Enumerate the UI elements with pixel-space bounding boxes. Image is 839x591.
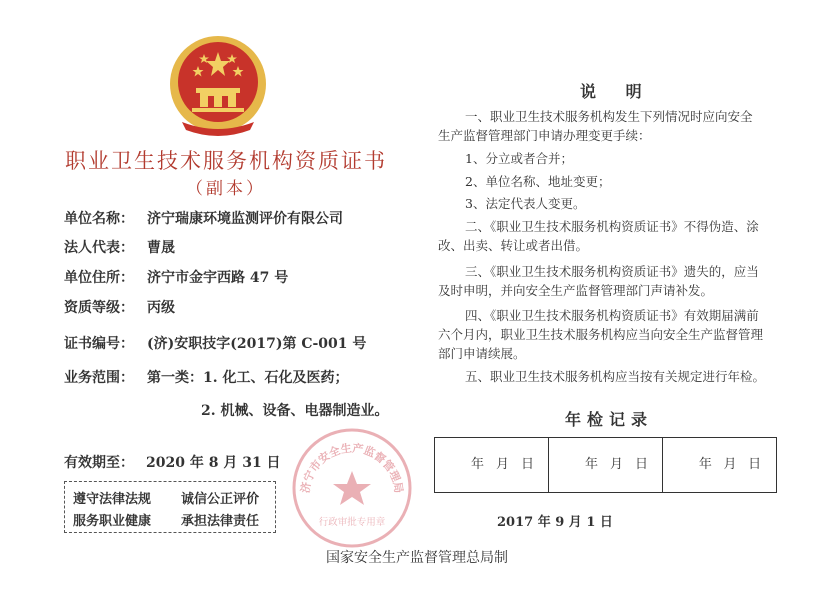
annual-cell xyxy=(663,438,775,492)
scope-line-2: 2. 机械、设备、电器制造业。 xyxy=(201,403,389,419)
legal-rep-label: 法人代表： xyxy=(64,240,134,256)
scope-line-1: 第一类：1. 化工、石化及医药； xyxy=(147,370,349,386)
note-p4-line2: 六个月内，职业卫生技术服务机构应当向安全生产监督管理 xyxy=(438,327,764,342)
valid-until-value: 2020 年 8 月 31 日 xyxy=(146,455,281,471)
grade-label: 资质等级： xyxy=(64,300,134,316)
unit-name-label: 单位名称： xyxy=(64,211,134,227)
unit-name-value: 济宁瑞康环境监测评价有限公司 xyxy=(147,211,343,227)
annual-month: 月 xyxy=(495,456,509,472)
note-p1-line1: 一、职业卫生技术服务机构发生下列情况时应向安全 xyxy=(465,109,753,124)
note-p5-line1: 五、职业卫生技术服务机构应当按有关规定进行年检。 xyxy=(465,369,766,384)
official-seal-icon xyxy=(287,423,417,553)
svg-text:济宁市安全生产监督管理局: 济宁市安全生产监督管理局 xyxy=(298,441,406,495)
motto-box xyxy=(64,481,276,533)
note-p2-line1: 二、《职业卫生技术服务机构资质证书》不得伪造、涂 xyxy=(465,219,759,234)
motto-line-2b: 承担法律责任 xyxy=(181,514,260,529)
note-p1-line2: 生产监督管理部门申请办理变更手续： xyxy=(438,128,651,143)
motto-line-1a: 遵守法律法规 xyxy=(73,492,152,507)
scope-label: 业务范围： xyxy=(64,370,134,386)
annual-year: 年 xyxy=(584,456,598,472)
annual-day: 日 xyxy=(520,456,534,472)
note-item-3: 3、法定代表人变更。 xyxy=(465,196,586,211)
note-p4-line3: 部门申请续展。 xyxy=(438,346,526,361)
note-p2-line2: 改、出卖、转让或者出借。 xyxy=(438,238,589,253)
certificate-title: 职业卫生技术服务机构资质证书 xyxy=(65,149,387,173)
address-value: 济宁市金宇西路 47 号 xyxy=(147,270,289,286)
annual-cell xyxy=(549,438,663,492)
valid-until-label: 有效期至： xyxy=(64,455,134,471)
motto-line-1b: 诚信公正评价 xyxy=(181,492,260,507)
certificate-subtitle: （副本） xyxy=(186,179,266,199)
annual-month: 月 xyxy=(723,456,737,472)
issuer: 国家安全生产监督管理总局制 xyxy=(326,550,508,566)
annual-month: 月 xyxy=(609,456,623,472)
annual-inspection-table xyxy=(434,437,777,493)
annual-year: 年 xyxy=(470,456,484,472)
grade-value: 丙级 xyxy=(147,300,175,316)
motto-line-2a: 服务职业健康 xyxy=(73,514,152,529)
annual-year: 年 xyxy=(698,456,712,472)
issue-date: 2017 年 9 月 1 日 xyxy=(497,515,613,530)
annual-day: 日 xyxy=(748,456,762,472)
legal-rep-value: 曹晟 xyxy=(147,240,175,256)
note-p3-line1: 三、《职业卫生技术服务机构资质证书》遗失的，应当 xyxy=(465,264,759,279)
annual-day: 日 xyxy=(634,456,648,472)
cert-no-value: (济)安职技字(2017)第 C-001 号 xyxy=(147,336,367,352)
note-item-1: 1、分立或者合并； xyxy=(465,151,573,166)
note-p4-line1: 四、《职业卫生技术服务机构资质证书》有效期届满前 xyxy=(465,308,759,323)
annual-inspection-title: 年检记录 xyxy=(565,410,654,429)
annual-cell xyxy=(435,438,549,492)
note-p3-line2: 及时申明，并向安全生产监督管理部门声请补发。 xyxy=(438,283,714,298)
national-emblem-icon xyxy=(162,32,274,138)
cert-no-label: 证书编号： xyxy=(64,336,134,352)
svg-text:行政审批专用章: 行政审批专用章 xyxy=(318,517,386,528)
address-label: 单位住所： xyxy=(64,270,134,286)
note-item-2: 2、单位名称、地址变更； xyxy=(465,174,611,189)
notes-title: 说 明 xyxy=(580,82,654,101)
